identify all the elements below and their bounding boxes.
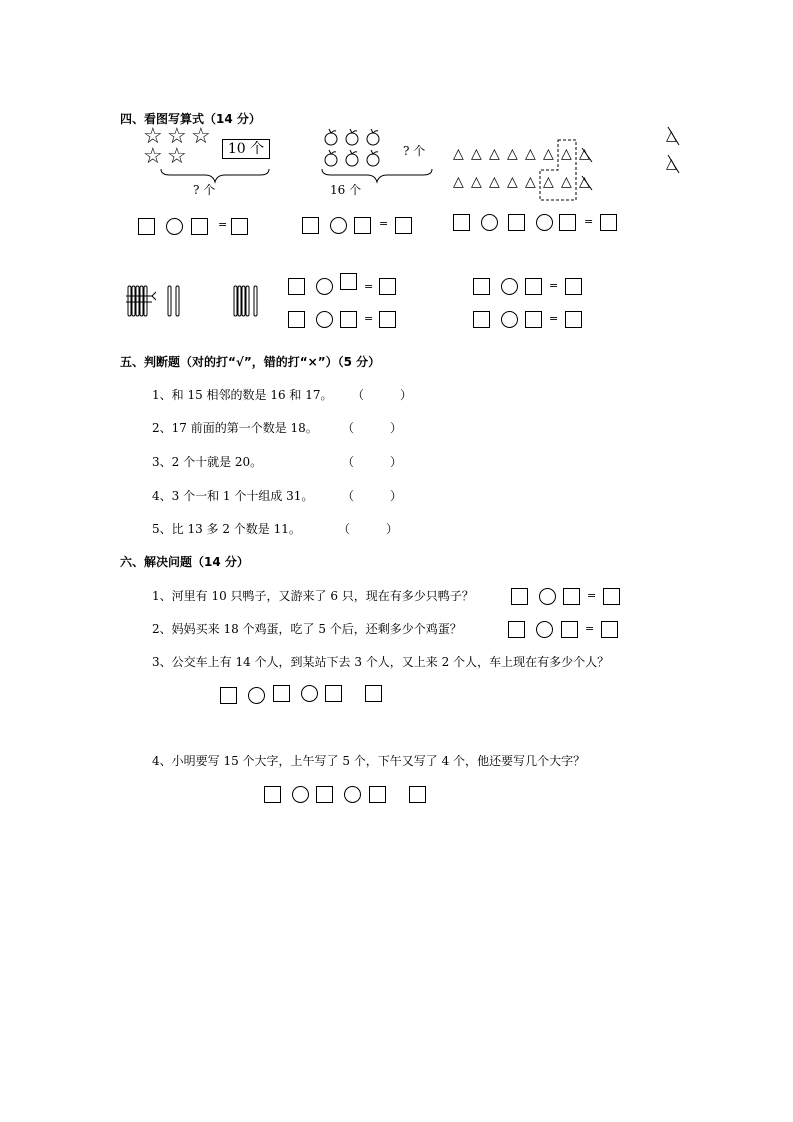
answer-box[interactable] [220,687,237,704]
star-icon: ☆ [143,124,163,149]
operator-circle[interactable] [301,685,318,702]
operator-circle[interactable] [344,786,361,803]
operator-circle[interactable] [501,311,518,328]
triangle-icon: △ [489,174,500,190]
judgement-item: 1、和 15 相邻的数是 16 和 17。 [152,388,333,402]
brace-label: ? 个 [193,183,216,197]
operator-circle[interactable] [501,278,518,295]
answer-box[interactable] [340,311,357,328]
answer-box[interactable] [525,311,542,328]
equals-sign: = [364,312,374,325]
answer-box[interactable] [273,685,290,702]
answer-box[interactable] [316,786,333,803]
operator-circle[interactable] [316,311,333,328]
section6-heading: 六、解决问题（14 分） [120,555,249,569]
star-icon: ☆ [167,144,187,169]
answer-box[interactable] [302,217,319,234]
judgement-answer-paren[interactable]: （ ） [342,489,403,503]
operator-circle[interactable] [481,214,498,231]
triangle-icon: △ [489,146,500,162]
triangle-icon: △ [507,146,518,162]
dashed-group-outline [536,138,596,202]
answer-box[interactable] [563,588,580,605]
triangle-icon: △ [453,146,464,162]
strike-lines [664,125,684,181]
answer-box[interactable] [561,621,578,638]
answer-box[interactable] [379,311,396,328]
answer-box[interactable] [525,278,542,295]
equals-sign: = [379,217,389,230]
section4-heading: 四、看图写算式（14 分） [120,112,261,126]
operator-circle[interactable] [330,217,347,234]
answer-box[interactable] [453,214,470,231]
crossed-triangle-icon: △ [666,128,677,144]
judgement-item: 3、2 个十就是 20。 [152,455,263,469]
triangle-icon: △ [471,174,482,190]
equals-sign: = [364,280,374,293]
operator-circle[interactable] [316,278,333,295]
answer-box[interactable] [508,214,525,231]
answer-box[interactable] [340,273,357,290]
answer-box[interactable] [473,278,490,295]
crossed-triangle-icon: △ [666,156,677,172]
star-icon: ☆ [143,144,163,169]
crossed-triangle-icon: △ [579,174,590,190]
triangle-icon: △ [561,146,572,162]
problem-item: 4、小明要写 15 个大字，上午写了 5 个，下午又写了 4 个，他还要写几个大字？ [152,754,586,768]
answer-box[interactable] [603,588,620,605]
section5-heading: 五、判断题（对的打“√”，错的打“×”）（5 分） [120,355,381,369]
judgement-answer-paren[interactable]: （ ） [338,522,399,536]
answer-box[interactable] [365,685,382,702]
operator-circle[interactable] [539,588,556,605]
answer-box[interactable] [354,217,371,234]
unknown-count-label: ? 个 [403,144,426,158]
judgement-answer-paren[interactable]: （ ） [342,421,403,435]
brace-label: 16 个 [330,183,362,197]
answer-box[interactable] [565,278,582,295]
answer-box[interactable] [601,621,618,638]
judgement-item: 2、17 前面的第一个数是 18。 [152,421,318,435]
answer-box[interactable] [264,786,281,803]
answer-box[interactable] [511,588,528,605]
problem-item: 3、公交车上有 14 个人，到某站下去 3 个人，又上来 2 个人，车上现在有多少个人？ [152,655,610,669]
triangle-icon: △ [453,174,464,190]
answer-box[interactable] [559,214,576,231]
triangle-icon: △ [525,146,536,162]
triangle-icon: △ [543,174,554,190]
operator-circle[interactable] [536,214,553,231]
answer-box[interactable] [325,685,342,702]
problem-item: 1、河里有 10 只鸭子，又游来了 6 只，现在有多少只鸭子？ [152,589,474,603]
judgement-item: 4、3 个一和 1 个十组成 31。 [152,489,314,503]
answer-box[interactable] [508,621,525,638]
triangle-icon: △ [543,146,554,162]
star-icon: ☆ [191,124,211,149]
stick-bundles-icon [126,284,266,320]
equals-sign: = [585,622,595,635]
answer-box[interactable] [473,311,490,328]
answer-box[interactable] [288,278,305,295]
operator-circle[interactable] [292,786,309,803]
answer-box[interactable] [409,786,426,803]
problem-item: 2、妈妈买来 18 个鸡蛋，吃了 5 个后，还剩多少个鸡蛋？ [152,622,462,636]
star-icon: ☆ [167,124,187,149]
judgement-item: 5、比 13 多 2 个数是 11。 [152,522,301,536]
answer-box[interactable] [369,786,386,803]
equals-sign: = [549,312,559,325]
answer-box[interactable] [288,311,305,328]
answer-box[interactable] [379,278,396,295]
judgement-answer-paren[interactable]: （ ） [352,388,413,402]
operator-circle[interactable] [166,218,183,235]
triangle-icon: △ [471,146,482,162]
judgement-answer-paren[interactable]: （ ） [342,455,403,469]
answer-box[interactable] [565,311,582,328]
answer-box[interactable] [395,217,412,234]
crossed-triangle-icon: △ [579,146,590,162]
triangle-icon: △ [525,174,536,190]
equals-sign: = [587,589,597,602]
operator-circle[interactable] [536,621,553,638]
equals-sign: = [218,218,228,231]
operator-circle[interactable] [248,687,265,704]
answer-box[interactable] [138,218,155,235]
apple-icon [322,128,382,170]
triangle-icon: △ [507,174,518,190]
equals-sign: = [549,279,559,292]
count-box-label: 10 个 [222,139,270,159]
answer-box[interactable] [600,214,617,231]
triangle-icon: △ [561,174,572,190]
equals-sign: = [584,215,594,228]
answer-box[interactable] [191,218,208,235]
answer-box[interactable] [231,218,248,235]
